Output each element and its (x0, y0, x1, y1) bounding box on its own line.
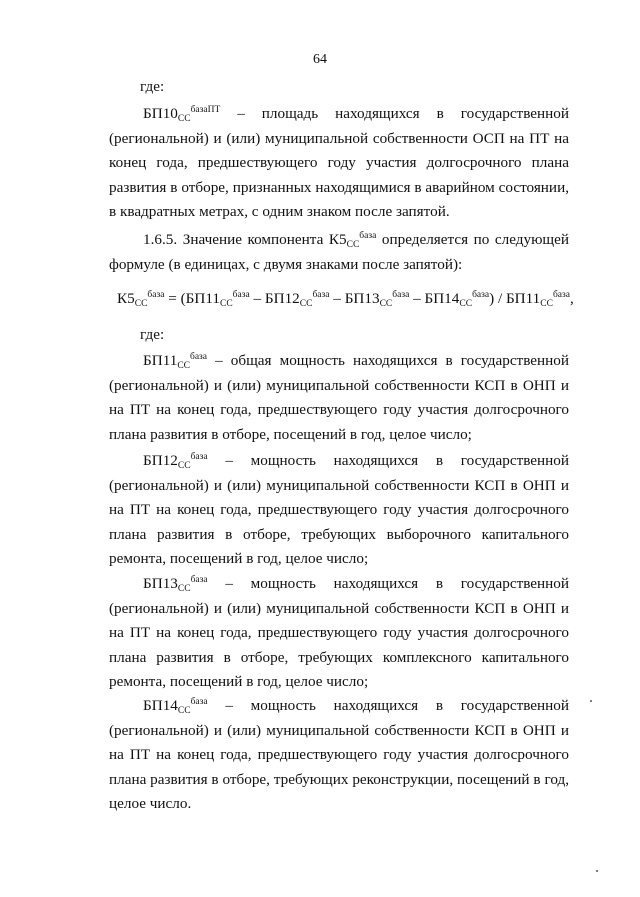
definition-text: – площадь находящихся в государственной (региональной) и (или) муниципальной собственности ОСП на ПТ на конец года, предшествующего году участия долгосрочного плана развития в отборе, признанных находящимися в аварийном состоянии, в квадратных метрах, с одним знаком после запятой. (109, 105, 569, 221)
component-k5-paragraph: 1.6.5. Значение компонента $К5_{СС}^{база}$ определяется по следующей формуле (в единицах, с двумя знаками после запятой): (109, 231, 569, 273)
symbol-bp12: $БП12_{СС}^{база}$ (143, 452, 208, 471)
page-number: 64 (313, 52, 327, 67)
symbol-bp14: $БП14_{СС}^{база}$ (143, 697, 208, 716)
definition-text: – мощность находящихся в государственной (региональной) и (или) муниципальной собственности КСП в ОНП и на ПТ на конец года, предшествующего году участия долгосрочного плана развития в отборе, требующих выборочного капитального ремонта, посещений в год, целое число; (109, 452, 569, 568)
scan-speck (596, 870, 598, 872)
symbol-bp10: $БП10_{СС}^{базаПТ}$ (143, 105, 221, 124)
where-label-1: где: (140, 78, 165, 95)
definition-bp11 (109, 349, 569, 447)
definition-text: – общая мощность находящихся в государственной (региональной) и (или) муниципальной собственности КСП в ОНП и на ПТ на конец года, предшествующего году участия долгосрочного плана развития в отборе, посещений в год, целое число; (109, 352, 569, 443)
k5-formula: $К5_{СС}^{база} = (БП11_{СС}^{база} - БП12_{СС}^{база} - БП13_{СС}^{база} - БП14_{СС}^{база}) / БП11_{СС}^{база}$, (117, 290, 574, 309)
symbol-bp11: $БП11_{СС}^{база}$ (143, 352, 208, 371)
definition-bp13 (109, 572, 569, 695)
definition-bp12 (109, 449, 569, 572)
definition-text: – мощность находящихся в государственной (региональной) и (или) муниципальной собственности КСП в ОНП и на ПТ на конец года, предшествующего году участия долгосрочного плана развития в отборе, требующих реконструкции, посещений в год, целое число. (109, 697, 569, 813)
definition-bp14 (109, 694, 569, 817)
definition-text: – мощность находящихся в государственной (региональной) и (или) муниципальной собственности КСП в ОНП и на ПТ на конец года, предшествующего году участия долгосрочного плана развития в отборе, требующих комплексного капитального ремонта, посещений в год, целое число; (109, 575, 569, 691)
definition-bp10 (109, 102, 569, 225)
scan-speck (590, 700, 592, 702)
where-label-2: где: (140, 326, 165, 343)
symbol-bp13: $БП13_{СС}^{база}$ (143, 575, 208, 594)
